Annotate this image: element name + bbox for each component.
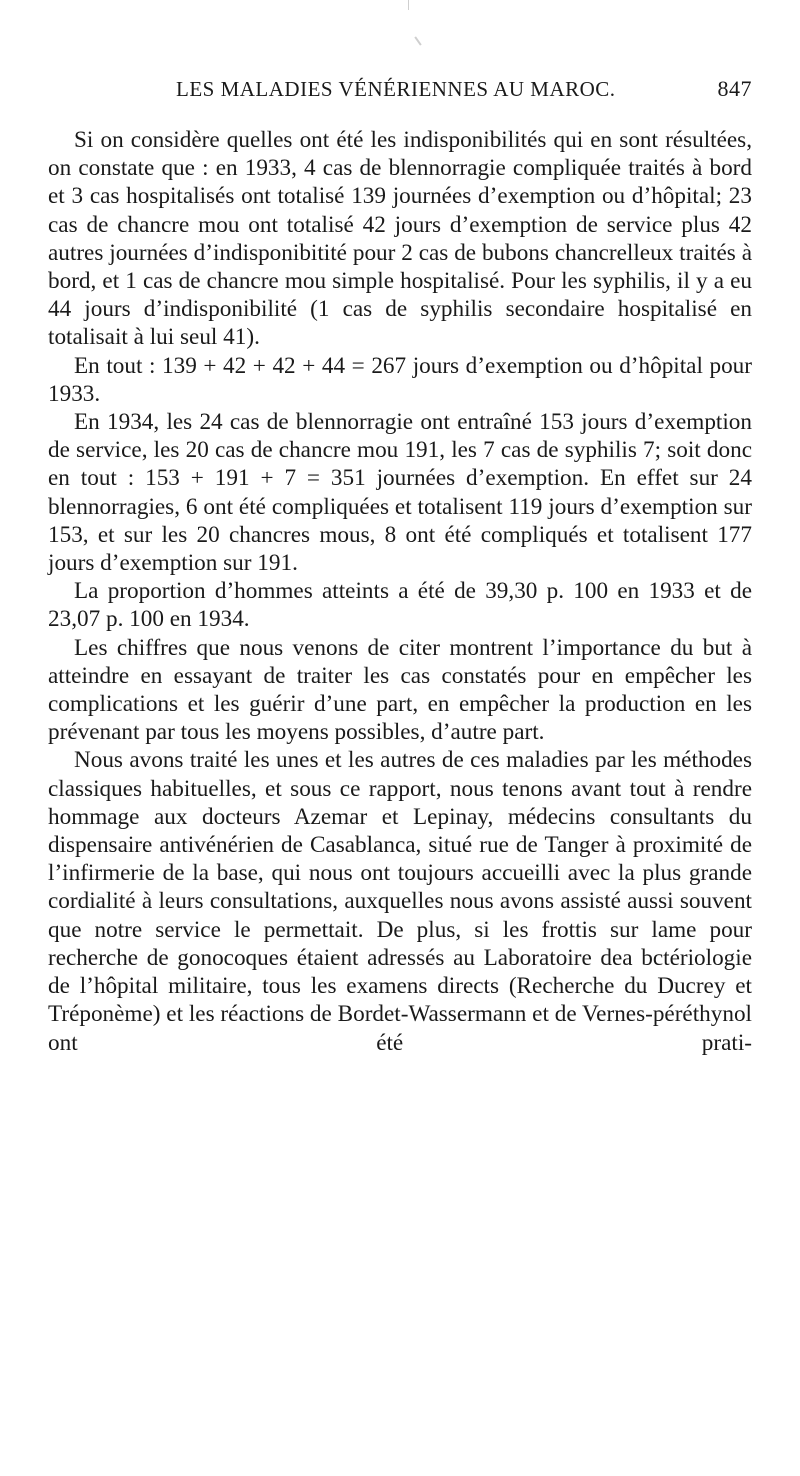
paragraph-1934: En 1934, les 24 cas de blennorragie ont entraîné 153 jours d’exemption de service, les 20 cas de chancre mou 191, les 7 cas de syphilis 7; soit donc en tout : 153 + 191 + 7 = 351 journées d’exemption. En effet sur 24 blennorragies, 6 ont été compliquées et totalisent 119 jours d’exemption sur 153, et sur les 20 chancres mous, 8 ont été compliqués et totalisent 177 jours d’exemption sur 191. — [48, 409, 752, 577]
running-head — [176, 76, 752, 110]
running-title: LES MALADIES VÉNÉRIENNES AU MAROC. — [176, 77, 616, 101]
page-number: 847 — [717, 76, 752, 101]
paragraph-chiffres: Les chiffres que nous venons de citer montrent l’importance du but à atteindre en essayant de traiter les cas constatés pour en empêcher les complications et les guérir d’une part, en empêcher la production en les prévenant par tous les moyens possibles, d’autre part. — [48, 634, 752, 746]
book-page — [48, 76, 752, 1057]
scan-mark — [408, 0, 409, 10]
body-text — [48, 126, 752, 1057]
paragraph-proportion: La proportion d’hommes atteints a été de 39,30 p. 100 en 1933 et de 23,07 p. 100 en 1934. — [48, 578, 752, 633]
scan-mark — [414, 36, 421, 45]
paragraph-traitement: Nous avons traité les unes et les autres de ces maladies par les méthodes classiques habituelles, et sous ce rapport, nous tenons avant tout à rendre hommage aux docteurs Azemar et Lepinay, médecins consultants du dispensaire antivénérien de Casablanca, situé rue de Tanger à proximité de l’infirmerie de la base, qui nous ont toujours accueilli avec la plus grande cordialité à leurs consultations, auxquelles nous avons assisté aussi souvent que notre service le permettait. De plus, si les frottis sur lame pour recherche de gonocoques étaient adressés au Laboratoire dea bctériologie de l’hôpital militaire, tous les examens directs (Recherche du Ducrey et Tréponème) et les réactions de Bordet-Wassermann et de Vernes-péréthynol ont été prati- — [48, 747, 752, 1056]
paragraph-indisponibilites: Si on considère quelles ont été les indisponibilités qui en sont résultées, on constate que : en 1933, 4 cas de blennorragie compliquée traités à bord et 3 cas hospitalisés ont totalisé 139 journées d’exemption ou d’hôpital; 23 cas de chancre mou ont totalisé 42 jours d’exemption de service plus 42 autres journées d’indisponibitité pour 2 cas de bubons chancrelleux traités à bord, et 1 cas de chancre mou simple hospitalisé. Pour les syphilis, il y a eu 44 jours d’indisponibilité (1 cas de syphilis secondaire hospitalisé en totalisait à lui seul 41). — [48, 127, 752, 351]
paragraph-total-1933: En tout : 139 + 42 + 42 + 44 = 267 jours d’exemption ou d’hôpital pour 1933. — [48, 352, 752, 407]
